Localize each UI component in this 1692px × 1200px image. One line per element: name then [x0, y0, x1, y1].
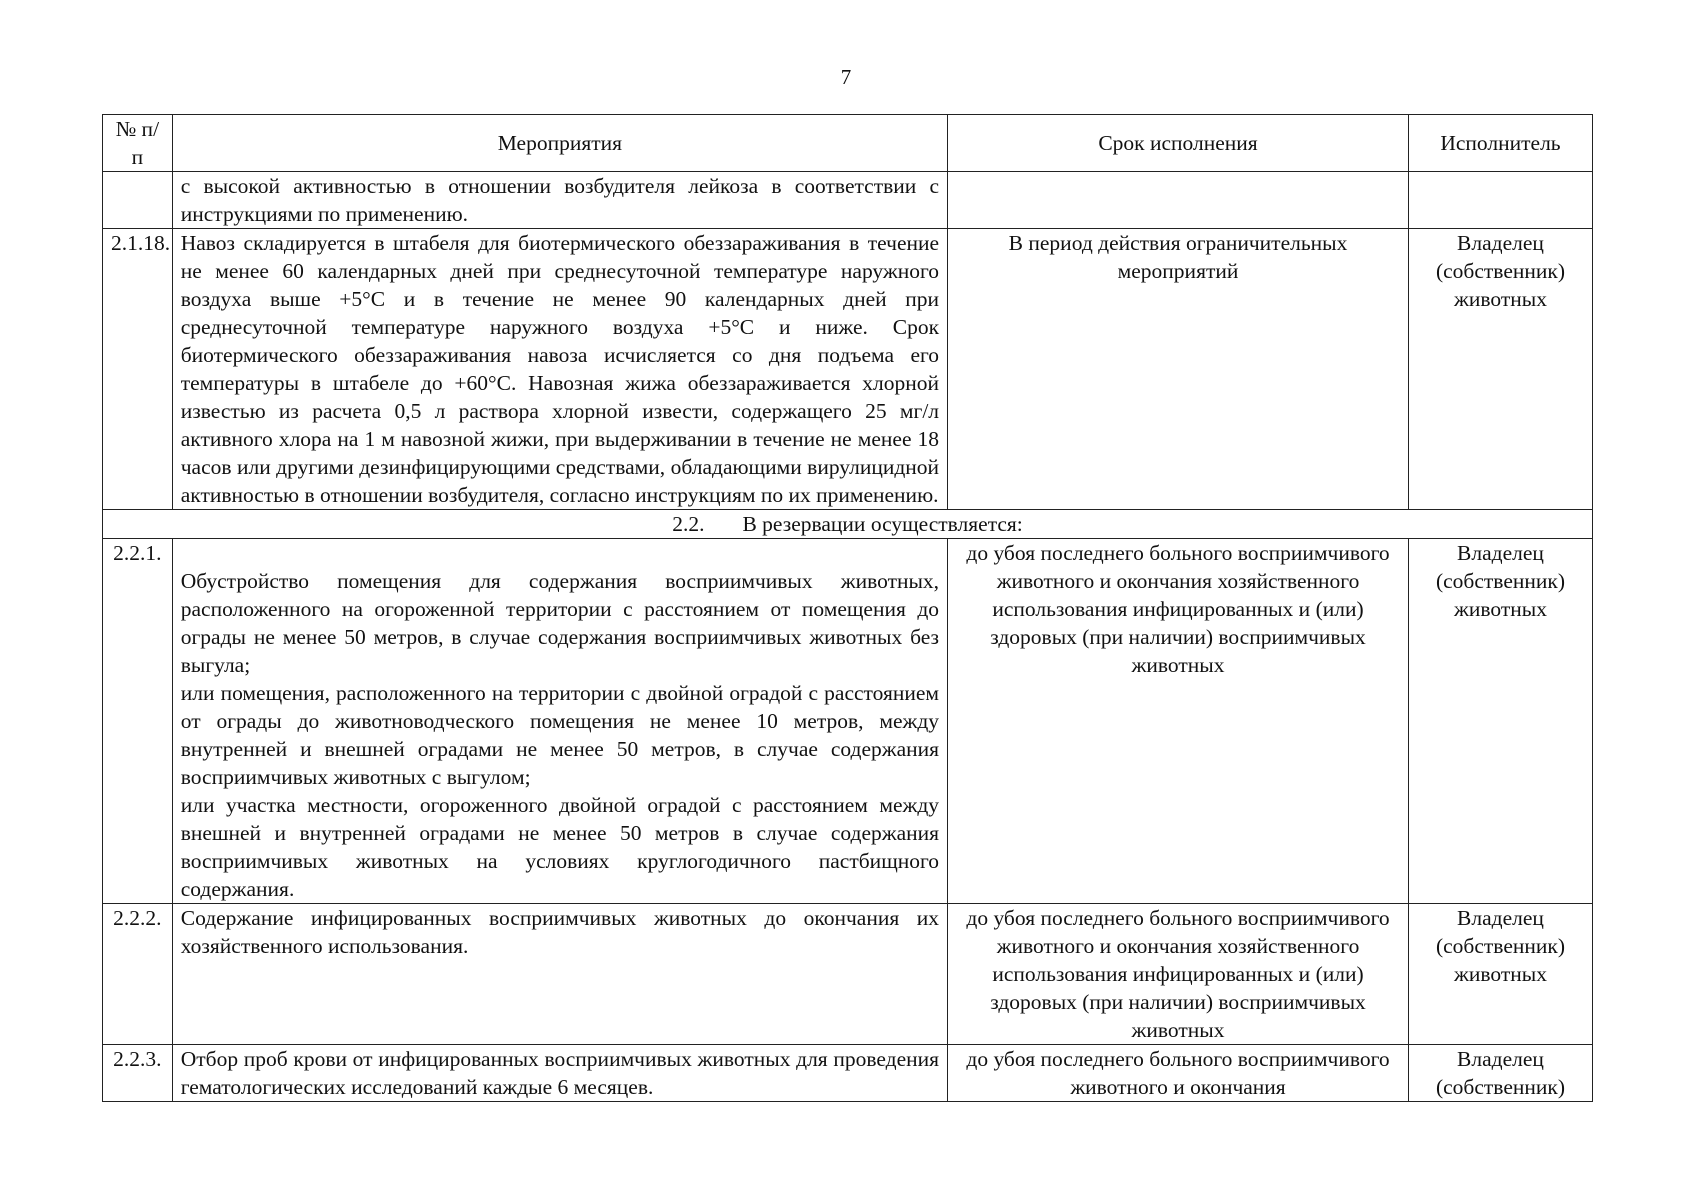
- header-term: Срок исполнения: [948, 115, 1409, 172]
- table-row: [103, 1045, 1593, 1102]
- row-term: В период действия ограничительных мероприятий: [948, 229, 1409, 510]
- section-heading-row: [103, 510, 1593, 539]
- page-number: 7: [840, 65, 852, 89]
- table-row: [103, 904, 1593, 1045]
- row-activity: Содержание инфицированных восприимчивых животных до окончания их хозяйственного использования.: [172, 904, 947, 1045]
- activity-paragraph: или помещения, расположенного на территории с двойной оградой с расстоянием от ограды до животноводческого помещения не менее 10 метров, между внутренней и внешней оградами не менее 50 метров, в случае содержания восприимчивых животных с выгулом;: [180, 681, 940, 789]
- activity-paragraph: или участка местности, огороженного двойной оградой с расстоянием между внешней и внутренней оградами не менее 50 метров в случае содержания восприимчивых животных на условиях круглогодичного пастбищного содержания.: [180, 793, 940, 901]
- row-term: до убоя последнего больного восприимчивого животного и окончания хозяйственного использования инфицированных и (или) здоровых (при наличии) восприимчивых животных: [948, 904, 1409, 1045]
- section-heading: [103, 510, 1593, 539]
- row-activity: с высокой активностью в отношении возбудителя лейкоза в соответствии с инструкциями по применению.: [172, 172, 947, 229]
- row-term: до убоя последнего больного восприимчивого животного и окончания хозяйственного использования инфицированных и (или) здоровых (при наличии) восприимчивых животных: [948, 539, 1409, 904]
- row-number: [103, 172, 173, 229]
- table-row: [103, 539, 1593, 904]
- row-executor: Владелец (собственник) животных: [1408, 904, 1592, 1045]
- activity-paragraph: Обустройство помещения для содержания восприимчивых животных, расположенного на огороженной территории с расстоянием от помещения до ограды не менее 50 метров, в случае содержания восприимчивых животных без выгула;: [180, 569, 940, 677]
- table-row: [103, 172, 1593, 229]
- section-number: 2.2.: [672, 512, 705, 536]
- table-header-row: [103, 115, 1593, 172]
- row-executor: Владелец (собственник): [1408, 1045, 1592, 1102]
- header-executor: Исполнитель: [1408, 115, 1592, 172]
- row-activity: Навоз складируется в штабеля для биотермического обеззараживания в течение не менее 60 календарных дней при среднесуточной температуре наружного воздуха выше +5°С и в течение не менее 90 календарных дней при среднесуточной температуре наружного воздуха +5°С и ниже. Срок биотермического обеззараживания навоза исчисляется со дня подъема его температуры в штабеле до +60°С. Навозная жижа обеззараживается хлорной известью из расчета 0,5 л раствора хлорной извести, содержащего 25 мг/л активного хлора на 1 м навозной жижи, при выдерживании в течение не менее 18 часов или другими дезинфицирующими средствами, обладающими вирулицидной активностью в отношении возбудителя, согласно инструкциям по их применению.: [172, 229, 947, 510]
- row-number: 2.1.18.: [103, 229, 173, 510]
- row-activity: Отбор проб крови от инфицированных восприимчивых животных для проведения гематологических исследований каждые 6 месяцев.: [172, 1045, 947, 1102]
- row-activity: [172, 539, 947, 904]
- row-term: до убоя последнего больного восприимчивого животного и окончания: [948, 1045, 1409, 1102]
- row-executor: Владелец (собственник) животных: [1408, 539, 1592, 904]
- row-number: 2.2.2.: [103, 904, 173, 1045]
- section-title: В резервации осуществляется:: [742, 512, 1023, 536]
- row-executor: [1408, 172, 1592, 229]
- measures-table: [102, 114, 1593, 1102]
- row-term: [948, 172, 1409, 229]
- row-number: 2.2.1.: [103, 539, 173, 904]
- table-row: [103, 229, 1593, 510]
- row-executor: Владелец (собственник) животных: [1408, 229, 1592, 510]
- header-num: № п/п: [103, 115, 173, 172]
- header-activity: Мероприятия: [172, 115, 947, 172]
- row-number: 2.2.3.: [103, 1045, 173, 1102]
